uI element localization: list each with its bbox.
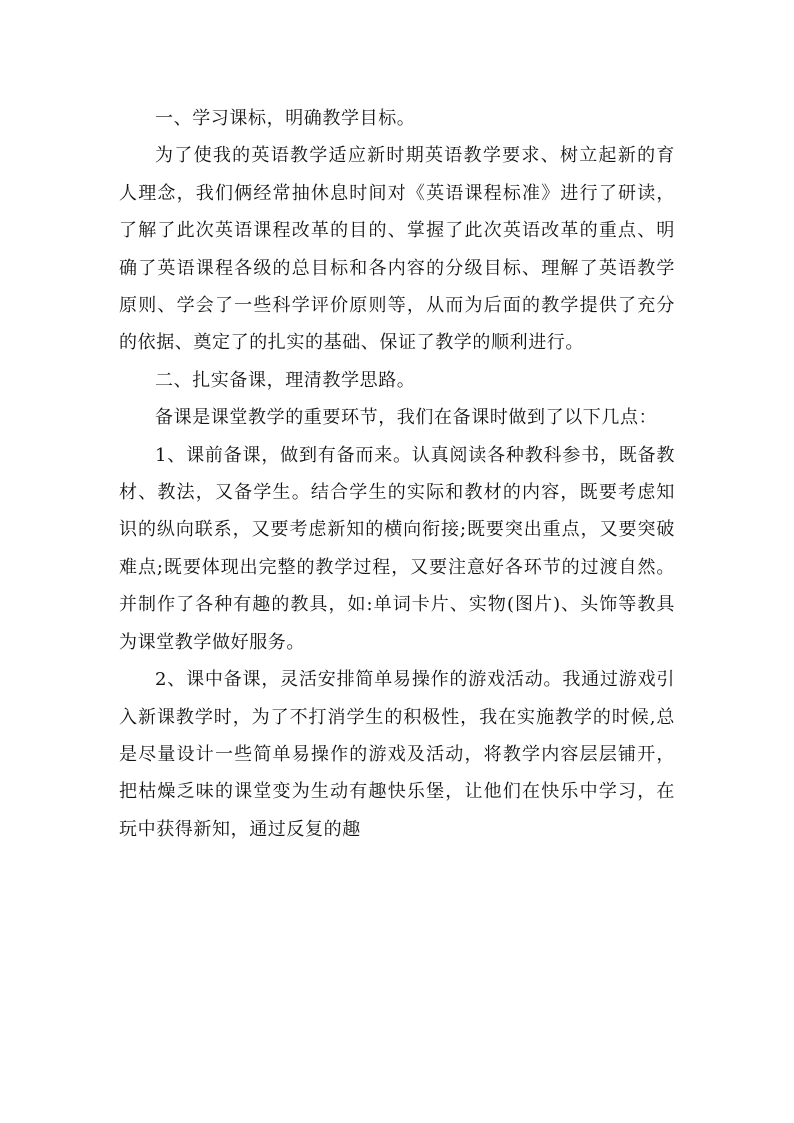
paragraph-3: 1、课前备课，做到有备而来。认真阅读各种教科参书，既备教材、教法，又备学生。结合学生的实际和教材的内容，既要考虑知识的纵向联系，又要考虑新知的横向衔接;既要突出重点，又要突破难点;既要体现出完整的教学过程，又要注意好各环节的过渡自然。并制作了各种有趣的教具，如:单词卡片、实物(图片)、头饰等教具为课堂教学做好服务。 [119, 444, 675, 653]
section-heading-1: 一、学习课标，明确教学目标。 [155, 108, 416, 129]
paragraph-1: 为了使我的英语教学适应新时期英语教学要求、树立起新的育人理念，我们俩经常抽休息时间对《英语课程标准》进行了研读，了解了此次英语课程改革的目的、掌握了此次英语改革的重点、明确了英语课程各级的总目标和各内容的分级目标、理解了英语教学原则、学会了一些科学评价原则等，从而为后面的教学提供了充分的依据、奠定了的扎实的基础、保证了教学的顺利进行。 [119, 145, 675, 354]
paragraph-2: 备课是课堂教学的重要环节，我们在备课时做到了以下几点： [155, 407, 658, 429]
section-heading-2: 二、扎实备课，理清教学思路。 [155, 369, 416, 391]
document-body [119, 100, 675, 848]
paragraph-4: 2、课中备课，灵活安排简单易操作的游戏活动。我通过游戏引入新课教学时，为了不打消学生的积极性，我在实施教学的时候,总是尽量设计一些简单易操作的游戏及活动，将教学内容层层铺开，把枯燥乏味的课堂变为生动有趣快乐堡，让他们在快乐中学习，在玩中获得新知，通过反复的趣 [119, 669, 675, 840]
